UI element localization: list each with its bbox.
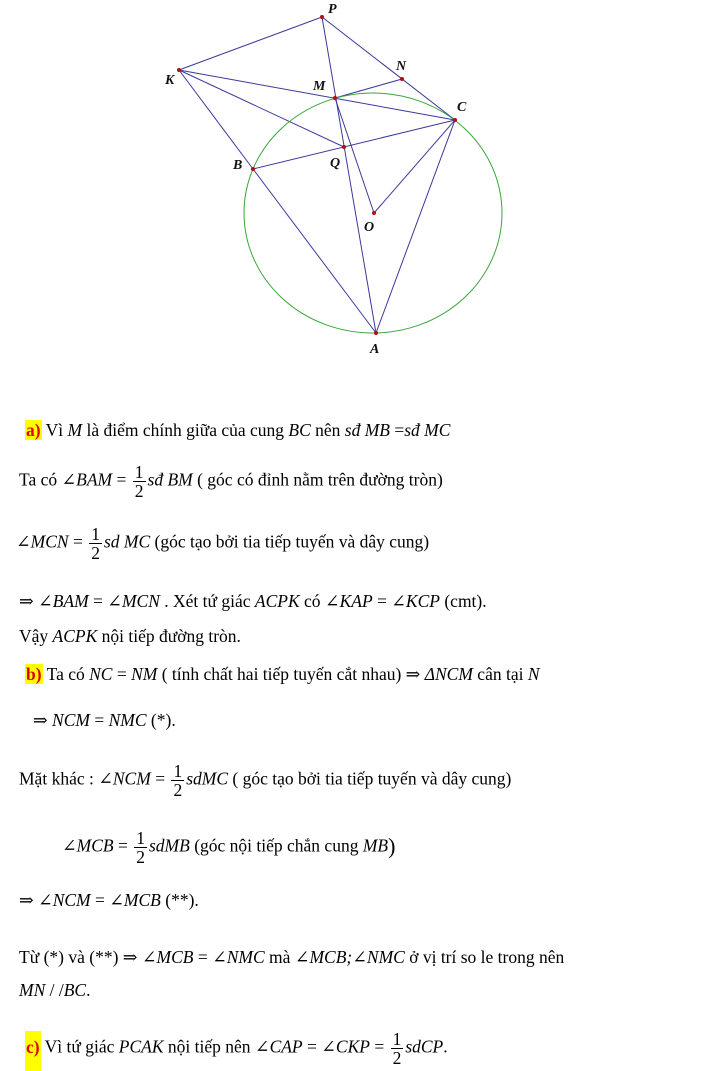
fraction-half: $\frac{1}{2}$ — [173, 761, 183, 800]
segment-oc — [374, 120, 455, 213]
point-c — [453, 118, 457, 122]
segment-kb — [179, 70, 253, 169]
part-a-line-5: Vậy ACPK nội tiếp đường tròn. — [19, 626, 241, 646]
point-m — [333, 96, 337, 100]
part-b-line-4: ∠MCB = $\frac{1}{2}$ sdMB (góc nội tiếp chắn cung MB) — [62, 828, 396, 867]
fraction-half: $\frac{1}{2}$ — [392, 1029, 402, 1068]
fraction-half: $\frac{1}{2}$ — [91, 524, 100, 563]
label-q: Q — [330, 156, 341, 171]
part-a-line-1: a) Vì M là điểm chính giữa của cung BC nên sđ MB =sđ MC — [26, 420, 451, 440]
label-o: O — [364, 220, 375, 235]
point-q — [342, 145, 346, 149]
label-b: B — [233, 158, 243, 173]
point-a — [374, 331, 378, 335]
part-b-line-7: MN / /BC. — [19, 980, 91, 1000]
label-c: C — [457, 100, 467, 115]
part-b-line-3: Mặt khác : ∠NCM = $\frac{1}{2}$ sdMC ( góc tạo bởi tia tiếp tuyến và dây cung) — [19, 761, 512, 800]
part-a-line-4: ⇒ ∠BAM = ∠MCN . Xét tứ giác ACPK có ∠KAP = ∠KCP (cmt). — [19, 591, 487, 611]
label-m: M — [313, 79, 326, 94]
part-a-marker: a) — [26, 420, 41, 440]
label-n: N — [396, 59, 407, 74]
point-k — [177, 68, 181, 72]
segment-mn — [335, 79, 402, 98]
part-c-line-1: c) Vì tứ giác PCAK nội tiếp nên ∠CAP = ∠CKP = $\frac{1}{2}$ sdCP. — [25, 1030, 448, 1067]
part-b-line-5: ⇒ ∠NCM = ∠MCB (**). — [19, 890, 199, 910]
segment-kc — [179, 70, 455, 120]
part-b-line-1: b) Ta có NC = NM ( tính chất hai tiếp tuyến cắt nhau) ⇒ ΔNCM cân tại N — [26, 664, 540, 684]
label-p: P — [328, 2, 337, 17]
segment-kp — [179, 17, 322, 70]
label-a: A — [370, 342, 380, 357]
part-a-line-3: ∠MCN = $\frac{1}{2}$ sd MC (góc tạo bởi tia tiếp tuyến và dây cung) — [16, 524, 430, 563]
segment-mo — [335, 98, 374, 213]
point-p — [320, 15, 324, 19]
part-c-marker: c) — [25, 1031, 41, 1071]
label-k: K — [165, 73, 175, 88]
segment-pa — [322, 17, 376, 333]
part-b-line-6: Từ (*) và (**) ⇒ ∠MCB = ∠NMC mà ∠MCB;∠NMC ở vị trí so le trong nên — [19, 947, 565, 967]
point-n — [400, 77, 404, 81]
part-a-line-2: Ta có ∠BAM = $\frac{1}{2}$ sđ BM ( góc có đỉnh nằm trên đường tròn) — [19, 462, 443, 501]
segment-ca — [376, 120, 455, 333]
part-b-line-2: ⇒ NCM = NMC (*). — [33, 710, 176, 730]
segment-pc — [322, 17, 455, 120]
segment-ba — [253, 169, 376, 333]
point-o — [372, 211, 376, 215]
part-b-marker: b) — [26, 664, 42, 684]
fraction-half: $\frac{1}{2}$ — [134, 462, 144, 501]
fraction-half: $\frac{1}{2}$ — [136, 828, 145, 867]
point-b — [251, 167, 255, 171]
geometry-figure — [0, 0, 701, 370]
